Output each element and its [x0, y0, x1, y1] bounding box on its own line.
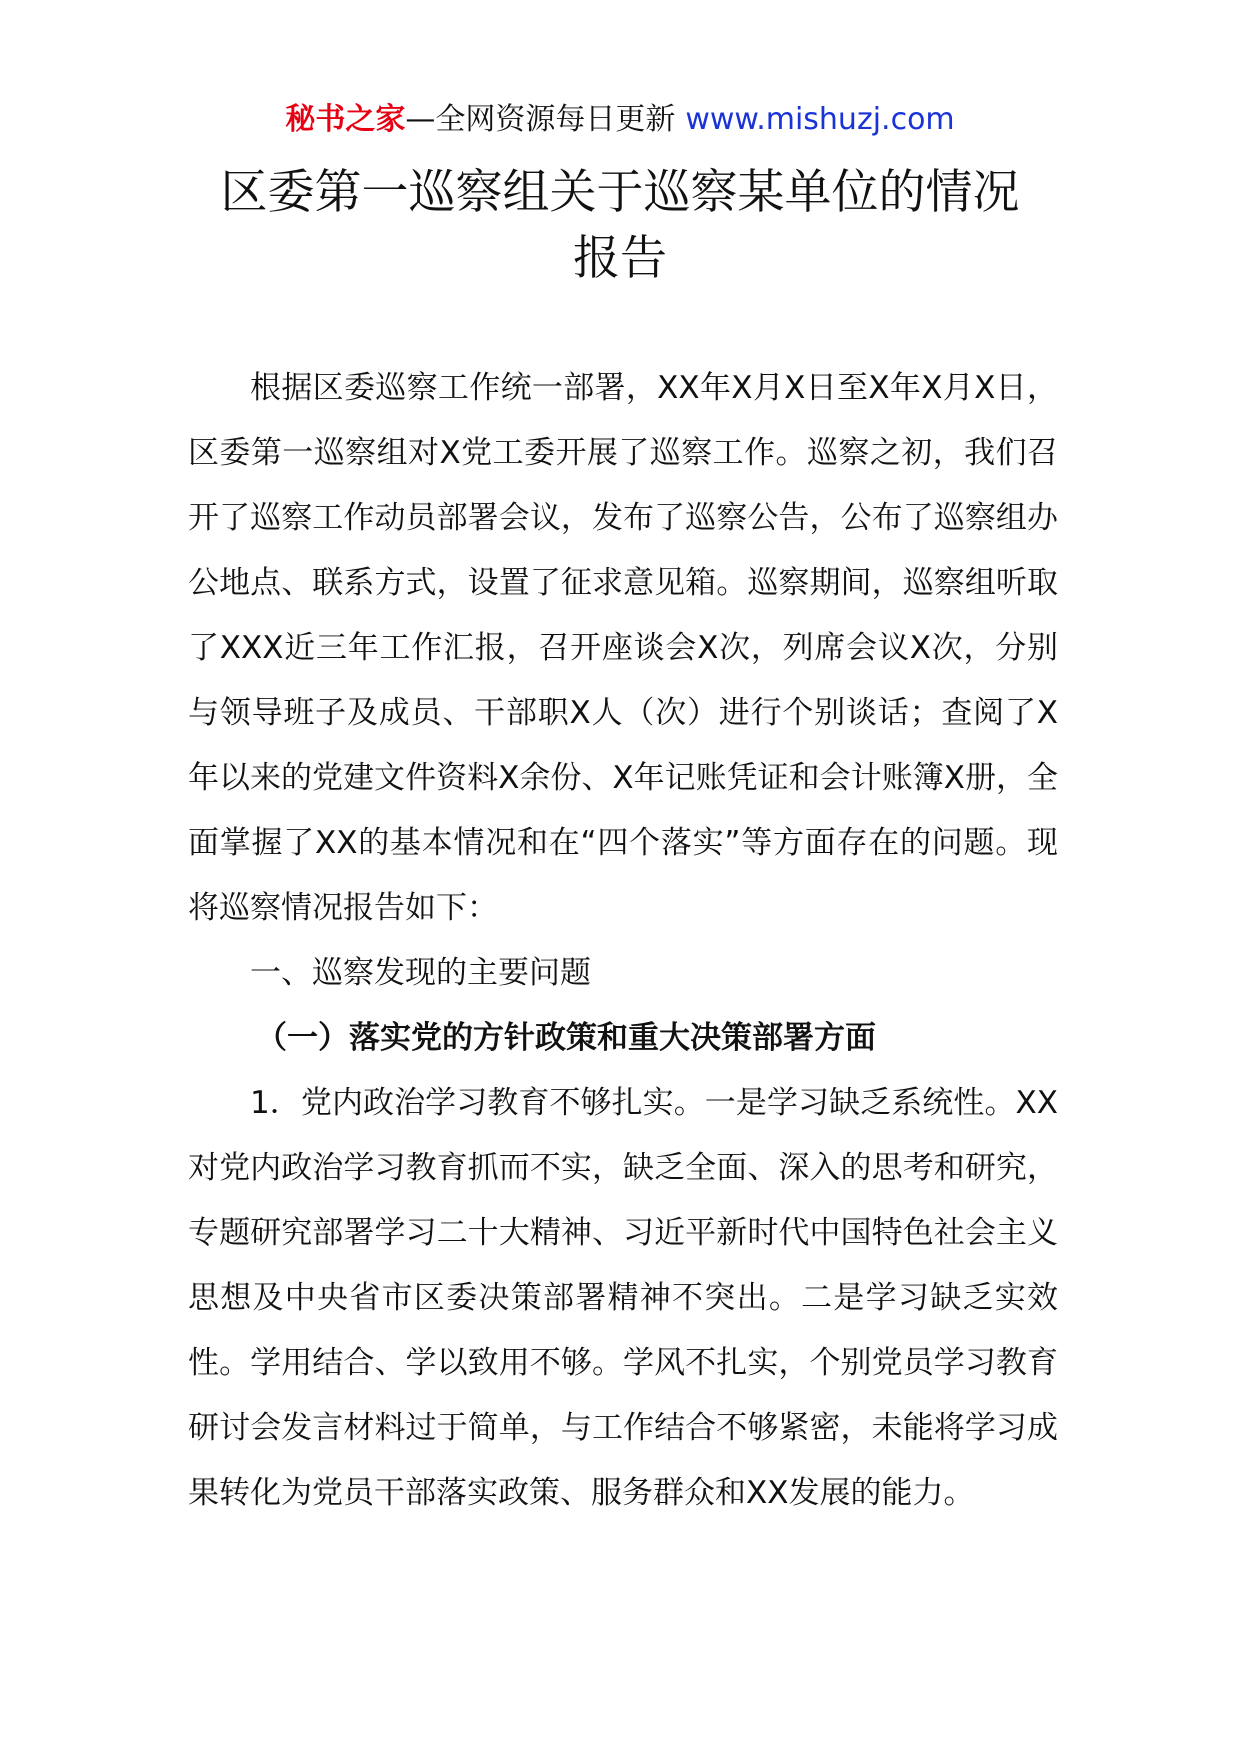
intro-paragraph: 根据区委巡察工作统一部署，XX年X月X日至X年X月X日，区委第一巡察组对X党工委开展了巡察工作。巡察之初，我们召开了巡察工作动员部署会议，发布了巡察公告，公布了巡察组办公地点、联系方式，设置了征求意见箱。巡察期间，巡察组听取了XXX近三年工作汇报，召开座谈会X次，列席会议X次，分别与领导班子及成员、干部职X人（次）进行个别谈话；查阅了X年以来的党建文件资料X余份、X年记账凭证和会计账簿X册，全面掌握了XX的基本情况和在“四个落实”等方面存在的问题。现将巡察情况报告如下：	[188, 370, 1058, 926]
subsection-heading: （一）落实党的方针政策和重大决策部署方面	[256, 1020, 876, 1056]
brand-name: 秘书之家	[285, 102, 406, 137]
document-title	[0, 160, 1240, 292]
title-line-1: 区委第一巡察组关于巡察某单位的情况	[220, 165, 1020, 220]
body-paragraph: 1．党内政治学习教育不够扎实。一是学习缺乏系统性。XX对党内政治学习教育抓而不实，缺乏全面、深入的思考和研究，专题研究部署学习二十大精神、习近平新时代中国特色社会主义思想及中央省市区委决策部署精神不突出。二是学习缺乏实效性。学用结合、学以致用不够。学风不扎实，个别党员学习教育研讨会发言材料过于简单，与工作结合不够紧密，未能将学习成果转化为党员干部落实政策、服务群众和XX发展的能力。	[188, 1085, 1058, 1511]
title-line-2: 报告	[573, 231, 667, 286]
section-heading: 一、巡察发现的主要问题	[250, 955, 591, 991]
site-header	[0, 100, 1240, 140]
header-slogan: —全网资源每日更新	[405, 102, 676, 137]
site-url-link[interactable]: www.mishuzj.com	[685, 102, 955, 137]
document-body	[188, 356, 1058, 1526]
